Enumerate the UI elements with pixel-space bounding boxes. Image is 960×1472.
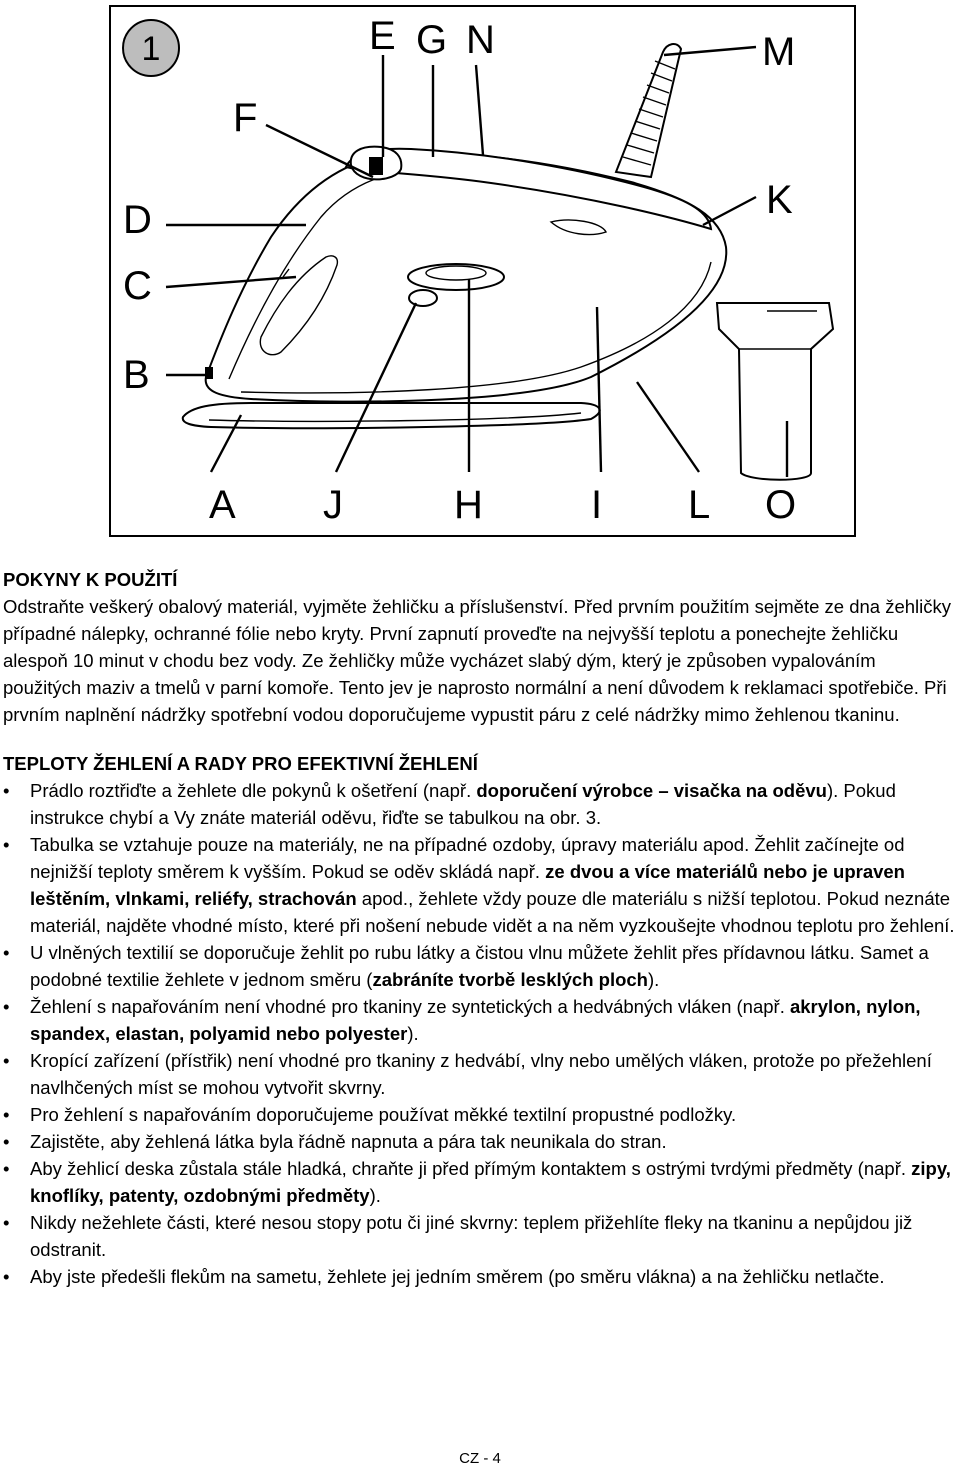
iron-soleplate (183, 403, 600, 428)
section-title-ironing: TEPLOTY ŽEHLENÍ A RADY PRO EFEKTIVNÍ ŽEHLENÍ (3, 753, 478, 774)
label-N: N (466, 18, 495, 62)
label-J: J (323, 483, 343, 527)
temperature-dial (408, 264, 504, 290)
label-A: A (209, 483, 236, 527)
cable-strain-relief (616, 44, 681, 177)
list-item: • Pro žehlení s napařováním doporučujeme používat měkké textilní propustné podložky. (3, 1101, 955, 1128)
label-G: G (416, 18, 448, 62)
usage-paragraph: Odstraňte veškerý obalový materiál, vyjměte žehličku a příslušenství. Před prvním použitím sejměte ze dna žehličky případné nálepky, ochranné fólie nebo kryty. První zapnutí proveďte na nejvyšší teplotu a ponechejte žehličku alespoň 10 minut v chodu bez vody. Ze žehličky může vycházet slabý dým, který je způsoben vypalováním použitých maziv a tmelů v parní komoře. Tento jev je naprosto normální a není důvodem k reklamaci spotřebiče. Při prvním naplnění nádržky spotřební vodou doporučujeme vypustit páru z celé nádržky mimo žehlenou tkaninu. (3, 596, 951, 725)
section-title-usage: POKYNY K POUŽITÍ (3, 569, 178, 590)
list-item: • Tabulka se vztahuje pouze na materiály, ne na případné ozdoby, úpravy materiálu apod. Žehlit začínejte od nejnižší teploty směrem k vyšším. Pokud se oděv skládá např. ze dvou a více materiálů nebo je upraven leštěním, vlnkami, reliéfy, strachován apod., žehlete vždy pouze dle materiálu s nižší teplotou. Pokud neznáte materiál, najděte vhodné místo, které při nošení nebude vidět a na něm vyzkoušejte vhodnou teplotu pro žehlení. (3, 831, 955, 939)
list-item: • Nikdy nežehlete části, které nesou stopy potu či jiné skvrny: teplem přižehlíte fleky na tkaninu a nepůjdou již odstranit. (3, 1209, 955, 1263)
list-item: • Aby jste předešli flekům na sametu, žehlete jej jedním směrem (po směru vlákna) a na žehličku netlačte. (3, 1263, 955, 1290)
figure-1-frame (109, 5, 856, 537)
measuring-cup (717, 303, 833, 480)
label-K: K (766, 178, 793, 222)
list-item: • Prádlo roztřiďte a žehlete dle pokynů k ošetření (např. doporučení výrobce – visačka na oděvu). Pokud instrukce chybí a Vy znáte materiál oděvu, řiďte se tabulkou na obr. 3. (3, 777, 955, 831)
label-E: E (369, 14, 396, 58)
section-usage (3, 566, 955, 728)
list-item: • Kropící zařízení (přístřik) není vhodné pro tkaniny z hedvábí, vlny nebo umělých vláken, protože po přežehlení navlhčených míst se mohou vytvořit skvrny. (3, 1047, 955, 1101)
label-H: H (454, 483, 483, 527)
page-number: CZ - 4 (459, 1450, 501, 1467)
tips-list (3, 777, 955, 1290)
figure-number: 1 (141, 30, 161, 68)
list-item: • Aby žehlicí deska zůstala stále hladká, chraňte ji před přímým kontaktem s ostrými tvrdými předměty (např. zipy, knoflíky, patenty, ozdobnými předměty). (3, 1155, 955, 1209)
section-ironing-tips (3, 750, 955, 1290)
spray-nozzle (205, 367, 213, 379)
label-L: L (688, 483, 711, 527)
dial-knob (409, 290, 437, 306)
list-item: • Žehlení s napařováním není vhodné pro tkaniny ze syntetických a hedvábných vláken (např. akrylon, nylon, spandex, elastan, polyamid nebo polyester). (3, 993, 955, 1047)
list-item: • Zajistěte, aby žehlená látka byla řádně napnuta a pára tak neunikala do stran. (3, 1128, 955, 1155)
label-C: C (123, 264, 152, 308)
label-B: B (123, 353, 150, 397)
label-F: F (233, 96, 258, 140)
instructions-text (3, 566, 955, 1290)
iron-diagram (111, 7, 858, 539)
label-M: M (762, 30, 796, 74)
label-D: D (123, 198, 152, 242)
label-I: I (591, 483, 603, 527)
label-O: O (765, 483, 797, 527)
list-item: • U vlněných textilií se doporučuje žehlit po rubu látky a čistou vlnu můžete žehlit přes přídavnou látku. Samet a podobné textilie žehlete v jednom směru (zabráníte tvorbě lesklých ploch). (3, 939, 955, 993)
